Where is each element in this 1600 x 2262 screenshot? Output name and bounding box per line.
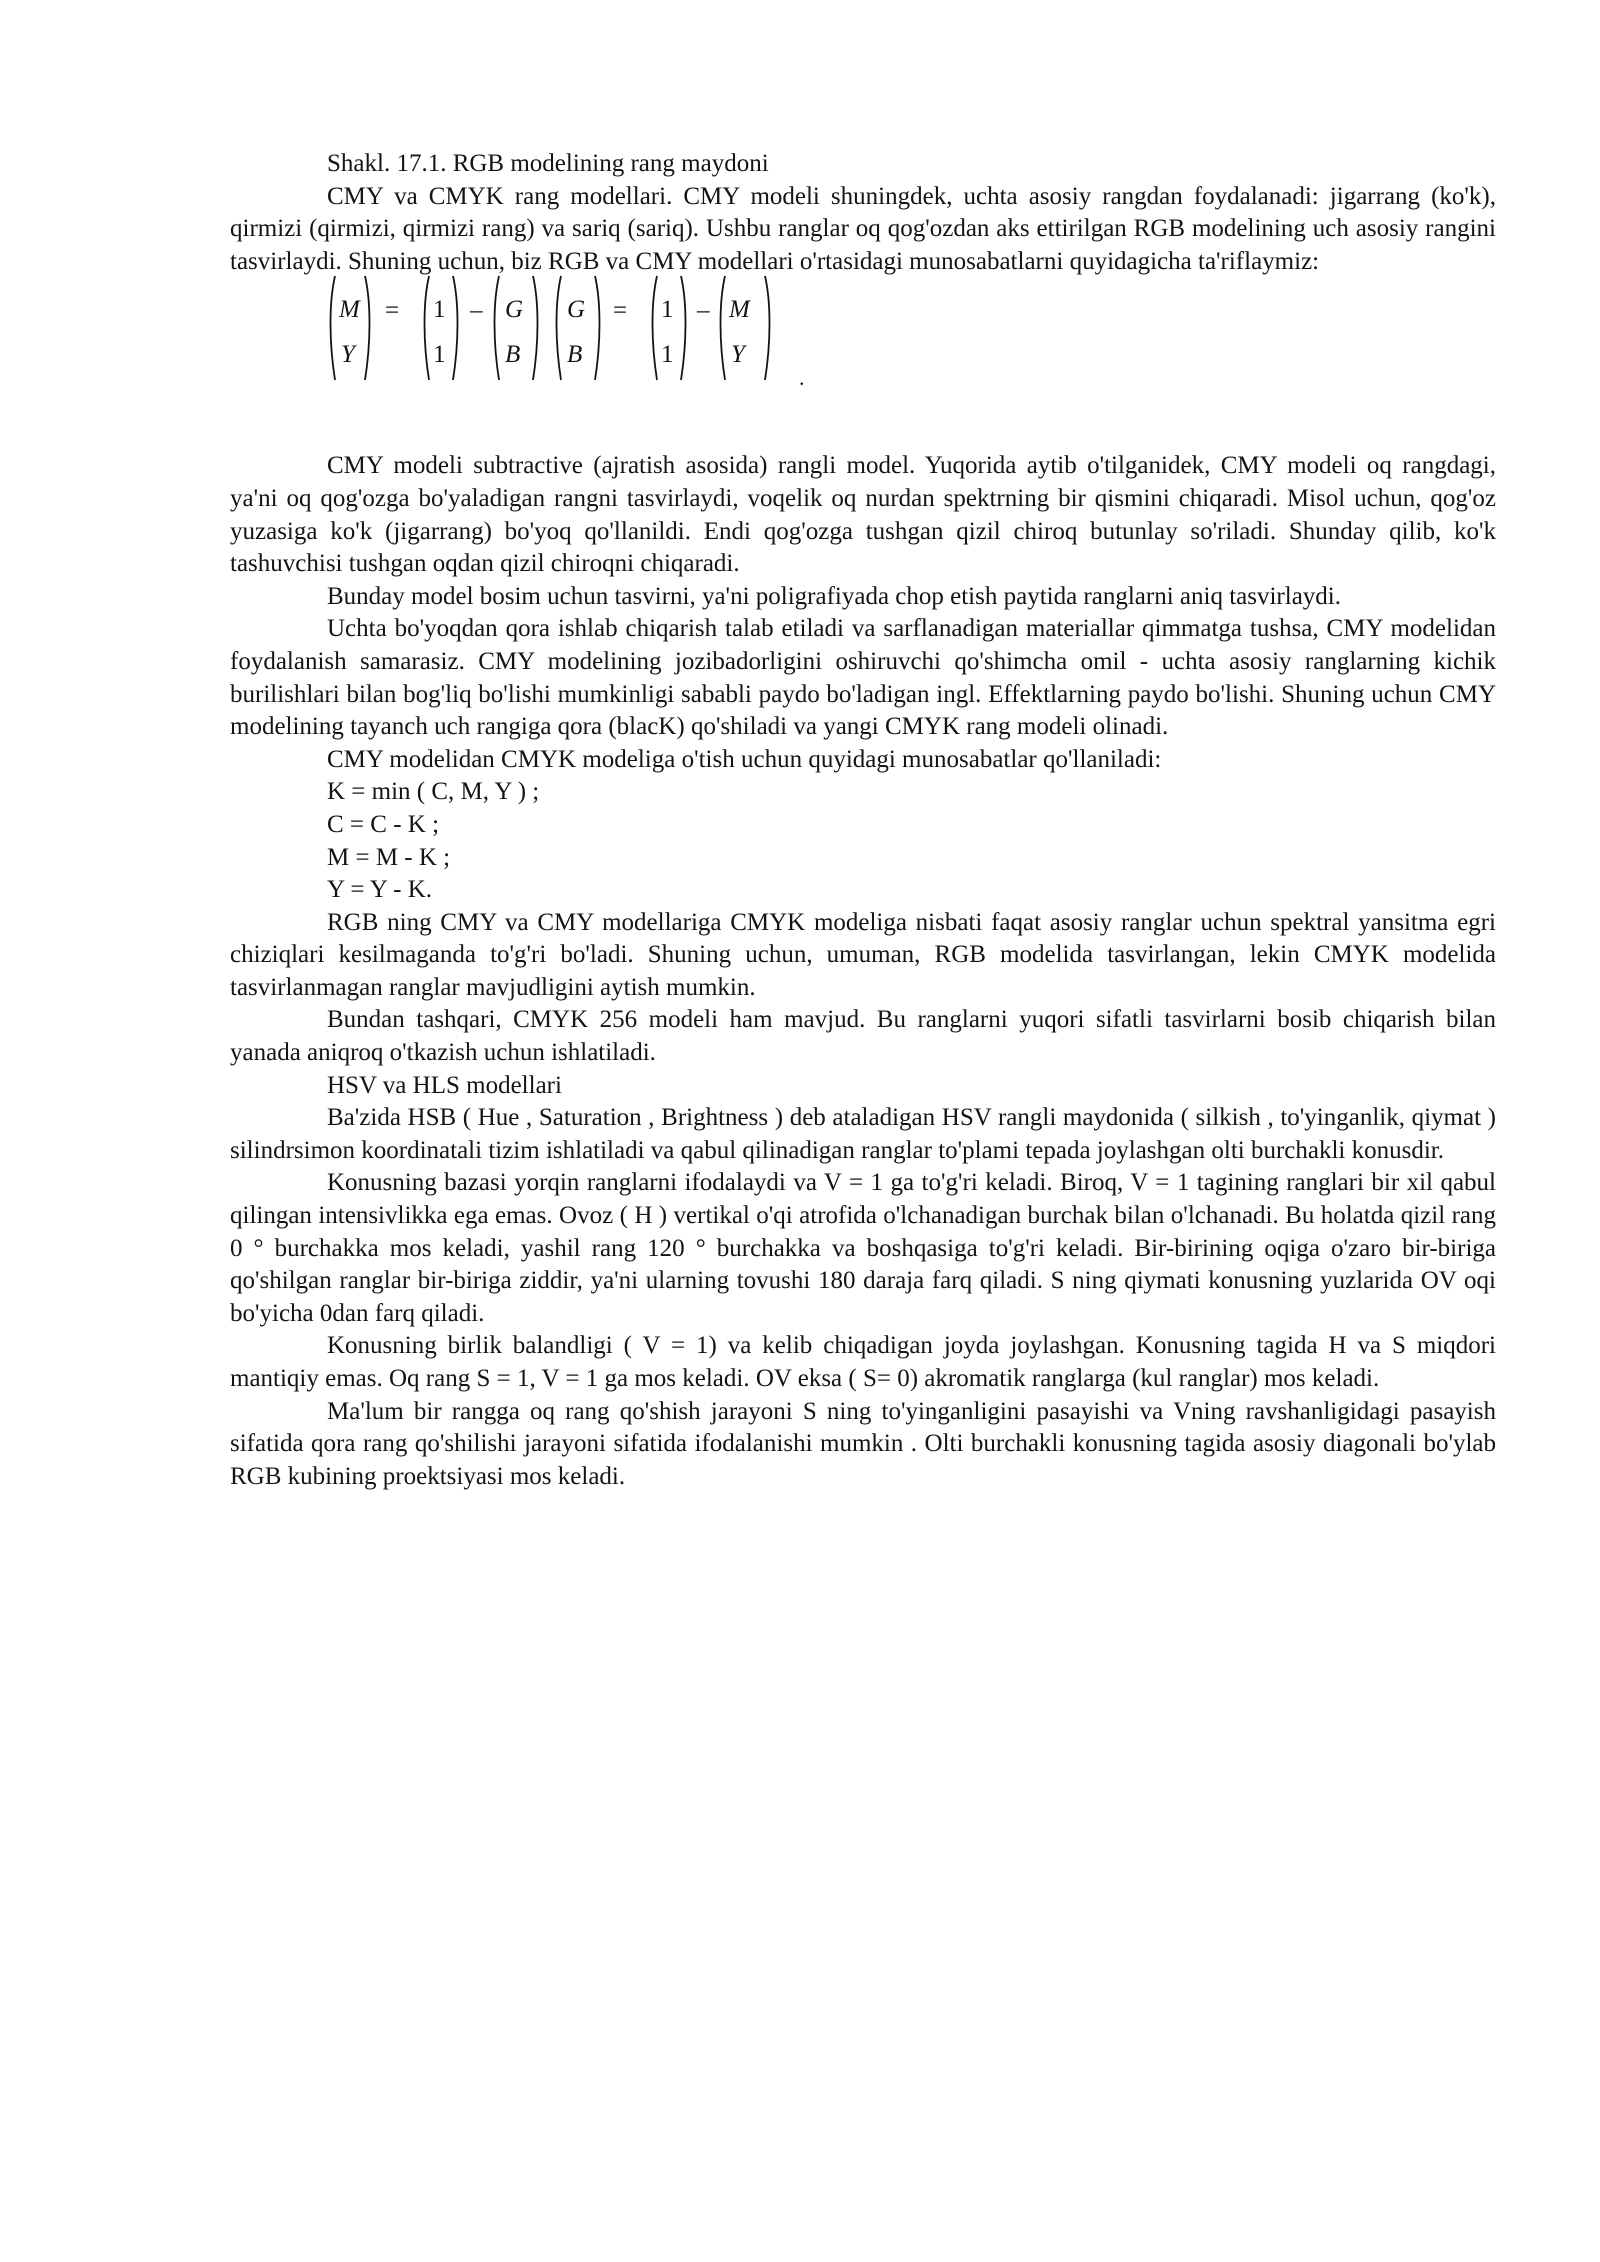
formula-one-d: 1 (661, 341, 674, 369)
equation-line: M = M - K ; (327, 843, 451, 871)
formula-trailing-dot: . (799, 365, 805, 391)
paragraph: Konusning birlik balandligi ( V = 1) va kelib chiqadigan joyda joylashgan. Konusning tagida H va S miqdori mantiqiy emas. Oq rang S = 1, V = 1 ga mos keladi. OV eksa ( S= 0) akromatik ranglarga (kul ranglar) mos keladi. (230, 1332, 1496, 1392)
paragraph: Bundan tashqari, CMYK 256 modeli ham mavjud. Bu ranglarni yuqori sifatli tasvirlarni bosib chiqarish bilan yanada aniqroq o'tkazish uchun ishlatiladi. (230, 1006, 1496, 1067)
formula-m2: M (729, 296, 750, 324)
formula-b2: B (567, 341, 583, 369)
spacer (230, 398, 1496, 450)
paragraph: Ba'zida HSB ( Hue , Saturation , Brightness ) deb ataladigan HSV rangli maydonida ( silkish , to'yinganlik, qiymat ) silindrsimon koordinatali tizim ishlatiladi va qabul qilinadigan ranglar to'plami tepada joylashgan olti burchakli konusdir. (230, 1104, 1496, 1164)
formula-y2: Y (731, 341, 745, 369)
paragraph: CMY modelidan CMYK modeliga o'tish uchun quyidagi munosabatlar qo'llaniladi: (327, 745, 1162, 773)
paragraph: Uchta bo'yoqdan qora ishlab chiqarish talab etiladi va sarflanadigan materiallar qimmatga tushsa, CMY modelidan foydalanish samarasiz. CMY modelining jozibadorligini oshiruvchi qo'shimcha omil - uchta asosiy ranglarning kichik burilishlari bilan bog'liq bo'lishi mumkinligi sababli paydo bo'ladigan ingl. Effektlarning paydo bo'lishi. Shuning uchun CMY modelining tayanch uch rangiga qora (blacK) qo'shiladi va yangi CMYK rang modeli olinadi. (230, 615, 1496, 741)
formula-g1: G (505, 296, 524, 324)
formula-image (327, 272, 797, 392)
formula-one-a: 1 (433, 296, 446, 324)
formula-eq2: = (613, 297, 628, 325)
rgb-cmy-formula (327, 278, 1496, 398)
formula-y1: Y (341, 341, 355, 369)
paragraph: Ma'lum bir rangga oq rang qo'shish jarayoni S ning to'yinganligini pasayishi va Vning ravshanligidagi pasayish sifatida qora rang qo'shilishi jarayoni sifatida ifodalanishi mumkin . Olti burchakli konusning tagida asosiy diagonali bo'ylab RGB kubining proektsiyasi mos keladi. (230, 1397, 1496, 1490)
document-page (230, 148, 1496, 1493)
equation-line: Y = Y - K. (327, 876, 433, 904)
paragraph: CMY modeli subtractive (ajratish asosida) rangli model. Yuqorida aytib o'tilganidek, CMY modeli oq rangdagi, ya'ni oq qog'ozga bo'yaladigan rangni tasvirlaydi, voqelik oq nurdan spektrning bir qismini chiqaradi. Misol uchun, qog'oz yuzasiga ko'k (jigarrang) bo'yoq qo'llanildi. Endi qog'ozga tushgan qizil chiroq butunlay so'riladi. Shunday qilib, ko'k tashuvchisi tushgan oqdan qizil chiroqni chiqaradi. (230, 452, 1496, 578)
paragraph: Bunday model bosim uchun tasvirni, ya'ni poligrafiyada chop etish paytida ranglarni aniq tasvirlaydi. (327, 582, 1341, 610)
formula-minus1: – (470, 297, 483, 325)
formula-one-c: 1 (661, 296, 674, 324)
formula-m1: M (339, 296, 360, 324)
section-heading: HSV va HLS modellari (327, 1071, 562, 1099)
figure-caption: Shakl. 17.1. RGB modelining rang maydoni (327, 150, 769, 177)
equation-line: C = C - K ; (327, 810, 440, 838)
formula-g2: G (567, 296, 586, 324)
formula-minus2: – (697, 297, 710, 325)
paragraph: Konusning bazasi yorqin ranglarni ifodalaydi va V = 1 ga to'g'ri keladi. Biroq, V = 1 tagining ranglari bir xil qabul qilingan intensivlikka ega emas. Ovoz ( H ) vertikal o'qi atrofida o'lchanadigan burchak bilan o'lchanadi. Bu holatda qizil rang 0 ° burchakka mos keladi, yashil rang 120 ° burchakka va boshqasiga to'g'ri keladi. Bir-birining oqiga o'zaro bir-biriga qo'shilgan ranglar bir-biriga ziddir, ya'ni ularning tovushi 180 daraja farq qiladi. S ning qiymati konusning yuzlarida OV oqi bo'yicha 0dan farq qiladi. (230, 1169, 1496, 1327)
formula-eq1: = (385, 297, 400, 325)
formula-one-b: 1 (433, 341, 446, 369)
paragraph: CMY va CMYK rang modellari. CMY modeli shuningdek, uchta asosiy rangdan foydalanadi: jigarrang (ko'k), qirmizi (qirmizi, qirmizi rang) va sariq (sariq). Ushbu ranglar oq qog'ozdan aks ettirilgan RGB modelining uch asosiy rangini tasvirlaydi. Shuning uchun, biz RGB va CMY modellari o'rtasidagi munosabatlarni quyidagicha ta'riflaymiz: (230, 182, 1496, 275)
formula-b1: B (505, 341, 521, 369)
paragraph: RGB ning CMY va CMY modellariga CMYK modeliga nisbati faqat asosiy ranglar uchun spektral yansitma egri chiziqlari kesilmaganda to'g'ri bo'ladi. Shuning uchun, umuman, RGB modelida tasvirlangan, lekin CMYK modelida tasvirlanmagan ranglar mavjudligini aytish mumkin. (230, 908, 1496, 1001)
equation-line: K = min ( C, M, Y ) ; (327, 778, 540, 806)
